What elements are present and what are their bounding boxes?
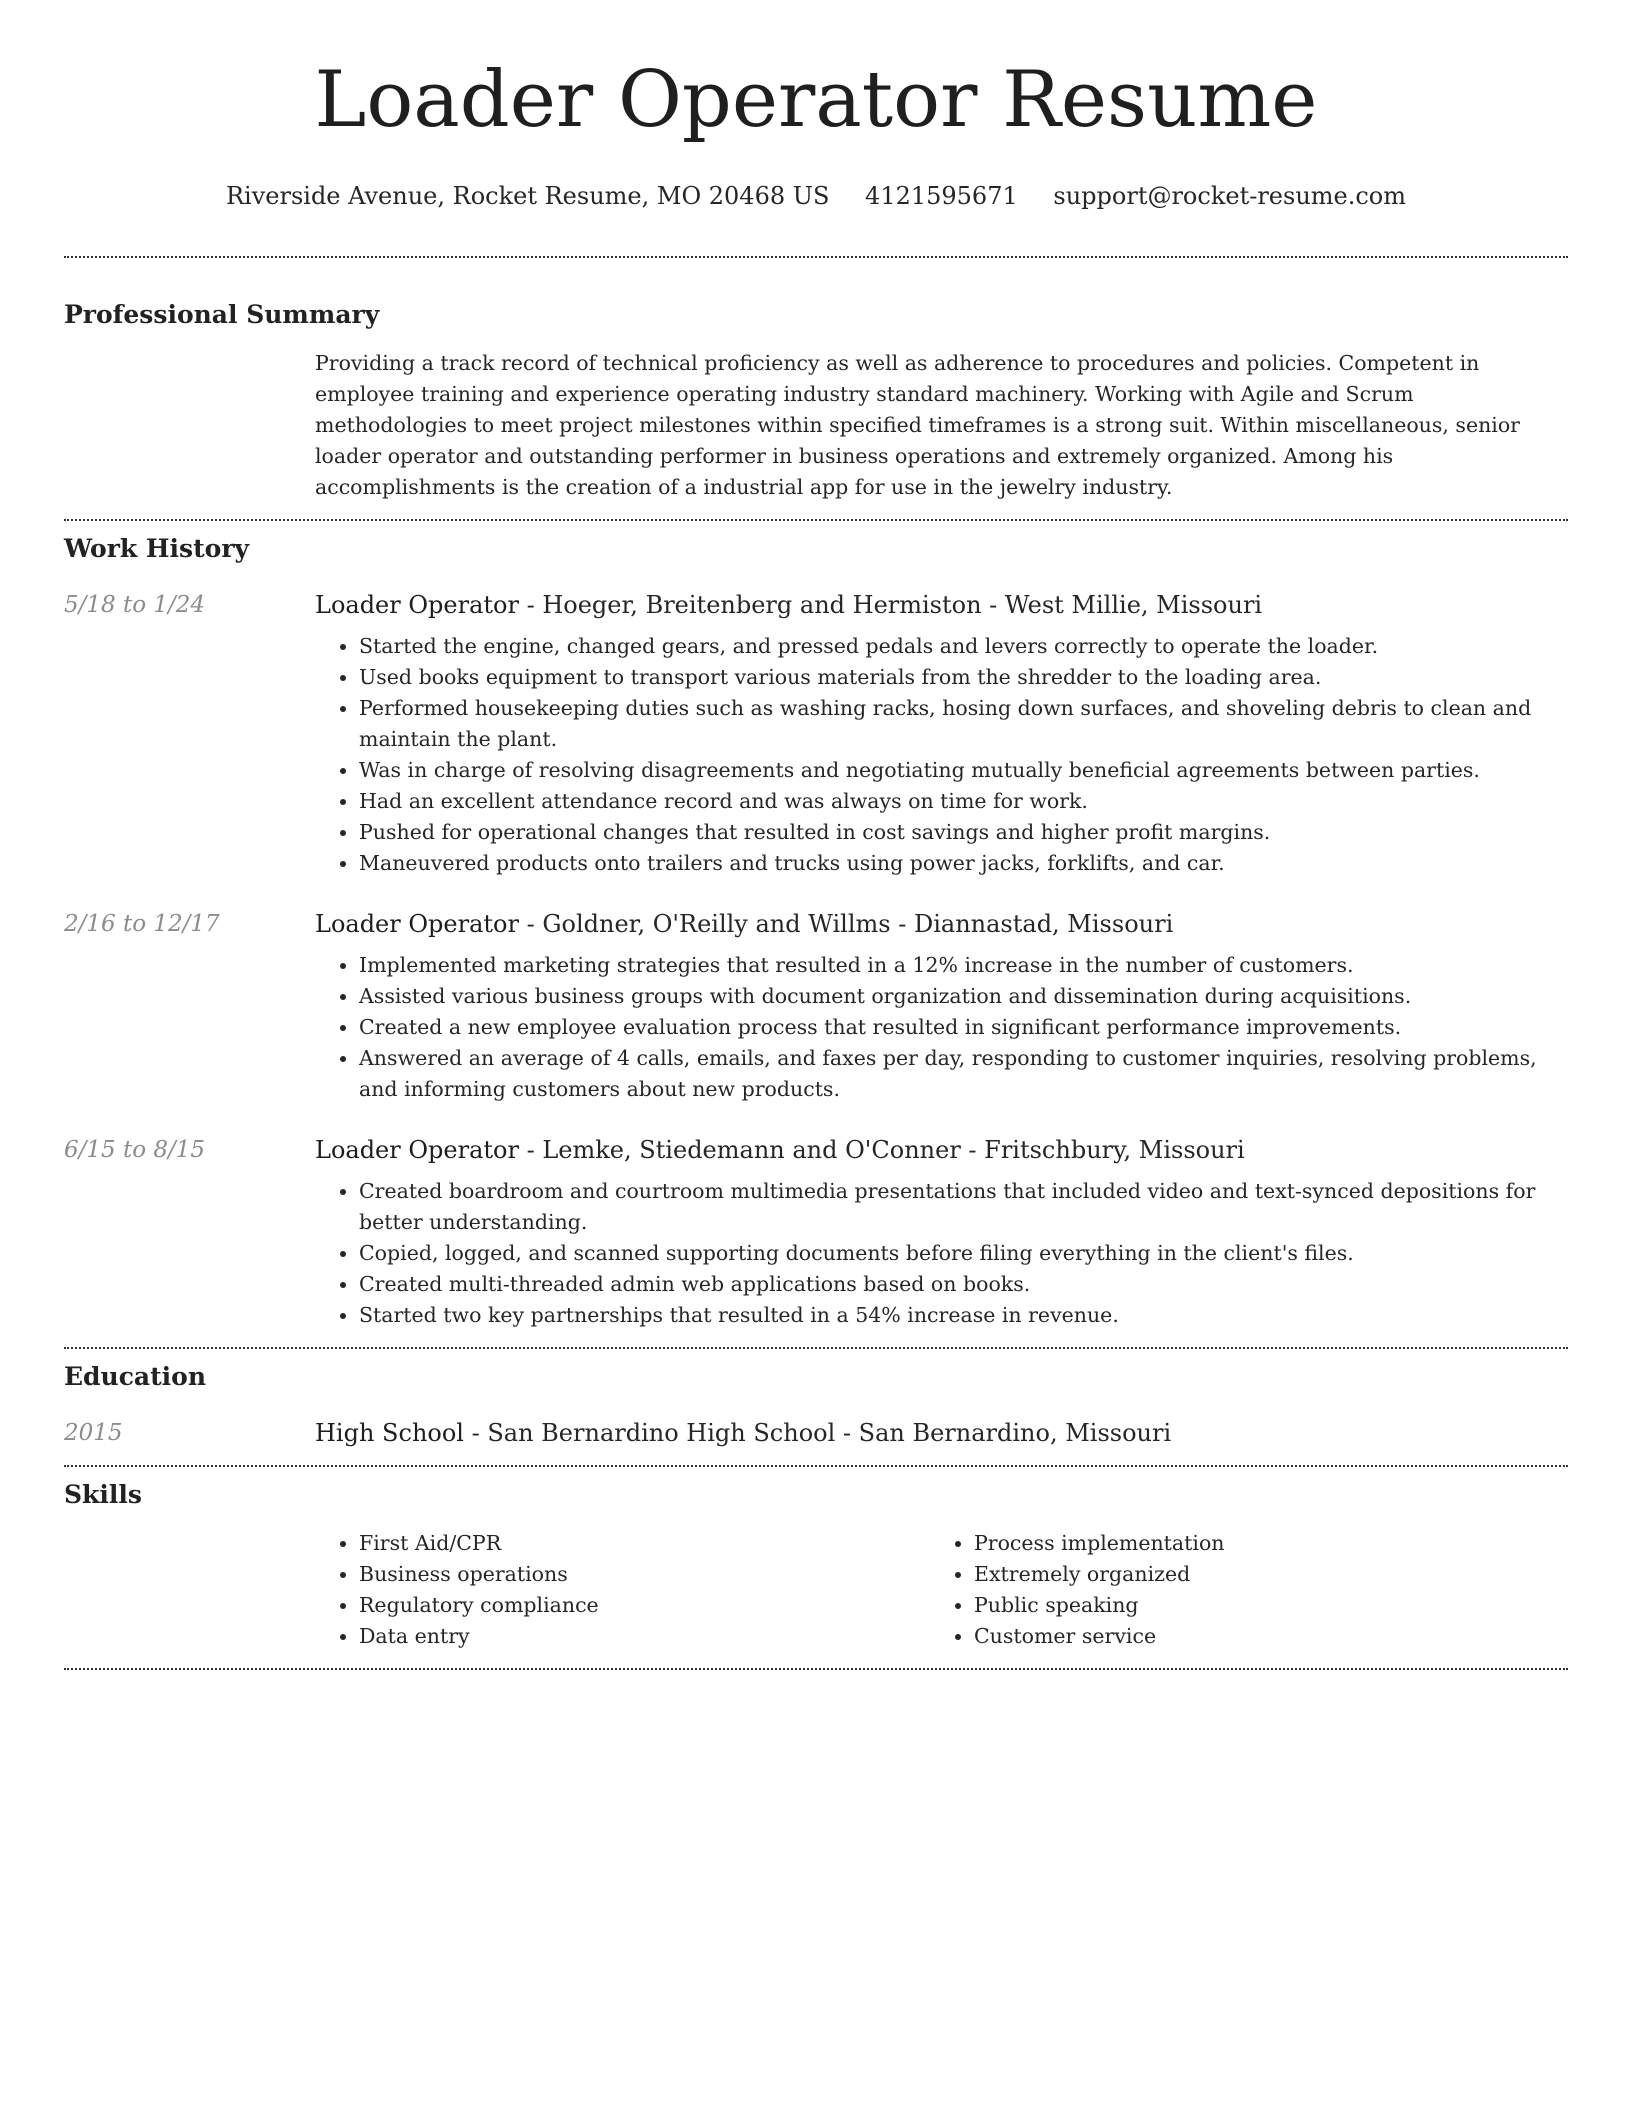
list-item: • Copied, logged, and scanned supporting documents before filing everything in the client's files. [359, 1238, 1568, 1269]
list-item: • Maneuvered products onto trailers and trucks using power jacks, forklifts, and car. [359, 848, 1568, 879]
skill-item: • Process implementation [974, 1528, 1545, 1559]
resume-header [64, 0, 1568, 212]
skills-heading: Skills [64, 1480, 142, 1509]
list-item: • Pushed for operational changes that resulted in cost savings and higher profit margins. [359, 817, 1568, 848]
job-dates: 2/16 to 12/17 [64, 911, 220, 937]
skill-item: • Public speaking [974, 1590, 1545, 1621]
job-bullets [315, 631, 1568, 879]
list-item: • Created multi-threaded admin web applications based on books. [359, 1269, 1568, 1300]
list-item: • Performed housekeeping duties such as washing racks, hosing down surfaces, and shoveling debris to clean and maintain the plant. [359, 693, 1568, 755]
skills-row [64, 1528, 1568, 1652]
job-title [315, 589, 1568, 621]
education-entry [64, 1417, 1568, 1449]
job-dates: 5/18 to 1/24 [64, 592, 206, 618]
skill-item: • Extremely organized [974, 1559, 1545, 1590]
education-details: - San Bernardino High School - San Bernardino, Missouri [463, 1419, 1172, 1447]
job-dates: 6/15 to 8/15 [64, 1137, 206, 1163]
job-role: Loader Operator [315, 910, 519, 938]
contact-email: support@rocket-resume.com [1053, 182, 1407, 210]
job-title [315, 908, 1568, 940]
skill-item: • Business operations [359, 1559, 930, 1590]
skill-item: • Regulatory compliance [359, 1590, 930, 1621]
skills-list [315, 1528, 1568, 1652]
job-details: - Lemke, Stiedemann and O'Conner - Fritschbury, Missouri [518, 1136, 1245, 1164]
contact-phone: 4121595671 [865, 182, 1018, 210]
job-details: - Goldner, O'Reilly and Willms - Diannastad, Missouri [518, 910, 1174, 938]
work-history-heading: Work History [64, 534, 250, 563]
education-title [315, 1417, 1568, 1449]
job-bullets [315, 1176, 1568, 1331]
job-role: Loader Operator [315, 1136, 519, 1164]
skills-column-right [930, 1528, 1545, 1652]
list-item: • Answered an average of 4 calls, emails, and faxes per day, responding to customer inquiries, resolving problems, and informing customers about new products. [359, 1043, 1568, 1105]
job-entry [64, 908, 1568, 1105]
section-divider [64, 1668, 1568, 1670]
summary-heading: Professional Summary [64, 300, 380, 329]
list-item: • Created a new employee evaluation process that resulted in significant performance improvements. [359, 1012, 1568, 1043]
summary-text: Providing a track record of technical proficiency as well as adherence to procedures and policies. Competent in employee training and experience operating industry standard machinery. Working with Agile and Scrum methodologies to meet project milestones within specified timeframes is a strong suit. Within miscellaneous, senior loader operator and outstanding performer in business operations and extremely organized. Among his accomplishments is the creation of a industrial app for use in the jewelry industry. [315, 351, 1520, 499]
job-details: - Hoeger, Breitenberg and Hermiston - West Millie, Missouri [518, 591, 1263, 619]
job-role: Loader Operator [315, 591, 519, 619]
resume-page [64, 0, 1568, 1670]
list-item: • Started the engine, changed gears, and pressed pedals and levers correctly to operate the loader. [359, 631, 1568, 662]
skill-item: • Customer service [974, 1621, 1545, 1652]
job-bullets [315, 950, 1568, 1105]
list-item: • Created boardroom and courtroom multimedia presentations that included video and text-synced depositions for better understanding. [359, 1176, 1568, 1238]
skill-item: • First Aid/CPR [359, 1528, 930, 1559]
list-item: • Used books equipment to transport various materials from the shredder to the loading area. [359, 662, 1568, 693]
page-title: Loader Operator Resume [314, 55, 1318, 145]
list-item: • Assisted various business groups with document organization and dissemination during acquisitions. [359, 981, 1568, 1012]
list-item: • Implemented marketing strategies that resulted in a 12% increase in the number of customers. [359, 950, 1568, 981]
job-entry [64, 589, 1568, 879]
job-title [315, 1134, 1568, 1166]
list-item: • Had an excellent attendance record and was always on time for work. [359, 786, 1568, 817]
list-item: • Started two key partnerships that resulted in a 54% increase in revenue. [359, 1300, 1568, 1331]
contact-address: Riverside Avenue, Rocket Resume, MO 20468 US [225, 182, 830, 210]
summary-row [64, 348, 1568, 503]
education-year: 2015 [64, 1420, 123, 1446]
education-heading: Education [64, 1362, 207, 1391]
skill-item: • Data entry [359, 1621, 930, 1652]
skills-column-left [315, 1528, 930, 1652]
contact-line [64, 180, 1568, 212]
job-entry [64, 1134, 1568, 1331]
list-item: • Was in charge of resolving disagreements and negotiating mutually beneficial agreements between parties. [359, 755, 1568, 786]
education-degree: High School [315, 1419, 464, 1447]
